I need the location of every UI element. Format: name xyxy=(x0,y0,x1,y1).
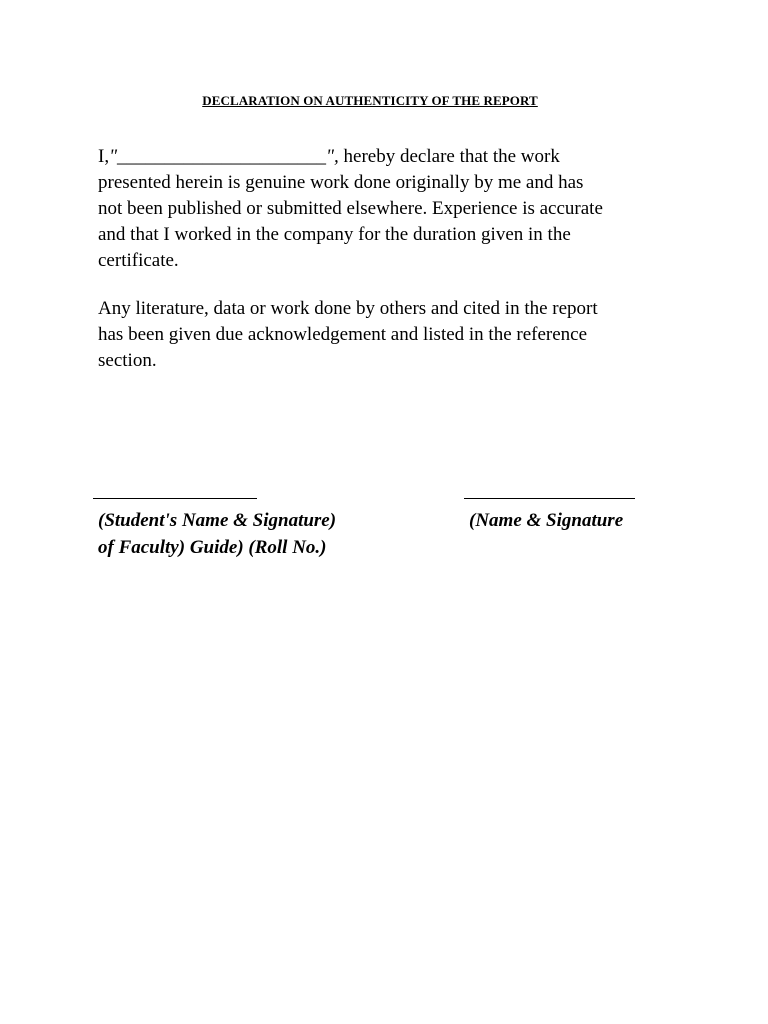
paragraph1-line5: certificate. xyxy=(98,250,179,271)
signature-second-line: of Faculty) Guide) (Roll No.) xyxy=(98,537,327,558)
paragraph1-line4: and that I worked in the company for the duration given in the xyxy=(98,224,571,245)
declaration-line1-rest: hereby declare that the work xyxy=(338,146,560,167)
faculty-signature-label: (Name & Signature xyxy=(469,510,624,531)
student-signature-label: (Student's Name & Signature) xyxy=(98,510,337,531)
paragraph1-line3: not been published or submitted elsewhere. Experience is accurate xyxy=(98,198,603,219)
student-signature-rule xyxy=(93,498,257,499)
faculty-signature-rule xyxy=(464,498,635,499)
paragraph1-line1 xyxy=(98,144,560,170)
paragraph2-line1: Any literature, data or work done by others and cited in the report xyxy=(98,298,598,319)
paragraph1-line2: presented herein is genuine work done originally by me and has xyxy=(98,172,584,193)
name-blank: "______________________", xyxy=(109,146,339,167)
declaration-prefix: I, xyxy=(98,146,110,167)
paragraph2-line3: section. xyxy=(98,350,157,371)
document-title: DECLARATION ON AUTHENTICITY OF THE REPORT xyxy=(202,93,538,108)
paragraph2-line2: has been given due acknowledgement and listed in the reference xyxy=(98,324,588,345)
